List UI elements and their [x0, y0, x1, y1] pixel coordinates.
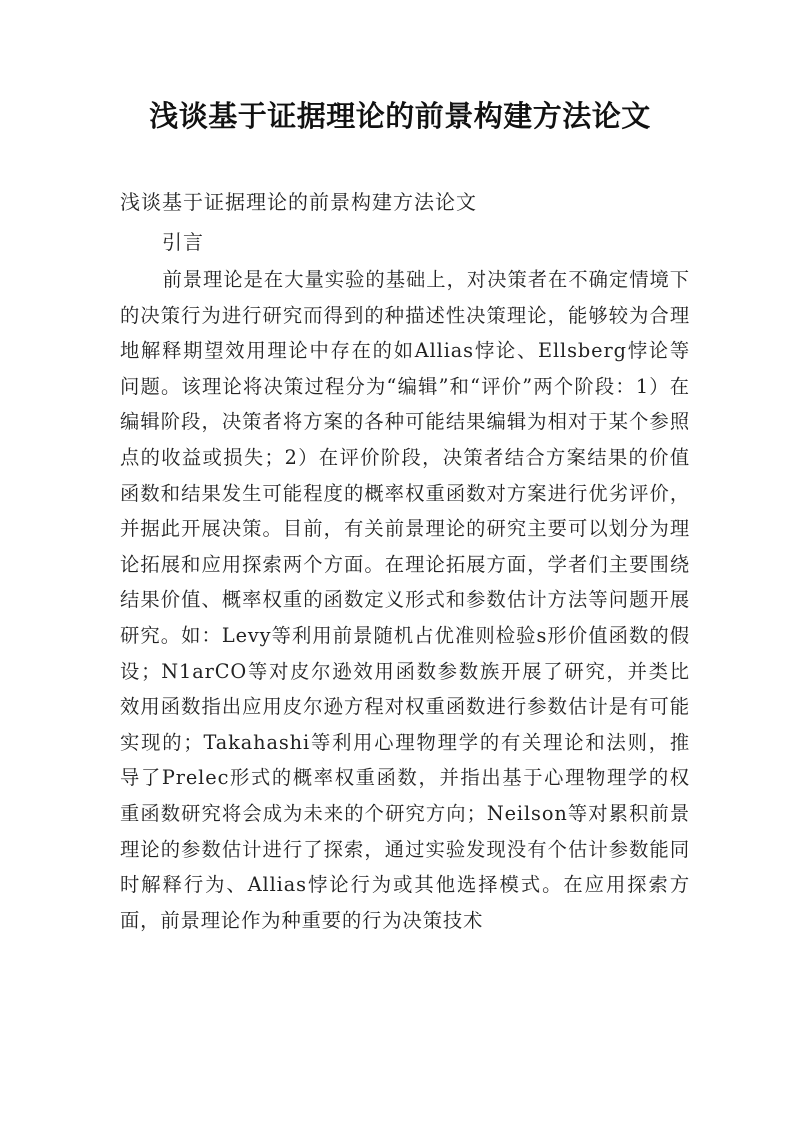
document-subtitle: 浅谈基于证据理论的前景构建方法论文 — [120, 190, 477, 214]
body-paragraph: 前景理论是在大量实验的基础上，对决策者在不确定情境下的决策行为进行研究而得到的种描述性决策理论，能够较为合理地解释期望效用理论中存在的如Allias悖论、Ellsberg悖论等问题。该理论将决策过程分为“编辑”和“评价”两个阶段：1）在编辑阶段，决策者将方案的各种可能结果编辑为相对于某个参照点的收益或损失；2）在评价阶段，决策者结合方案结果的价值函数和结果发生可能程度的概率权重函数对方案进行优劣评价，并据此开展决策。目前，有关前景理论的研究主要可以划分为理论拓展和应用探索两个方面。在理论拓展方面，学者们主要围绕结果价值、概率权重的函数定义形式和参数估计方法等问题开展研究。如：Levy等利用前景随机占优准则检验s形价值函数的假设；N1arCO等对皮尔逊效用函数参数族开展了研究，并类比效用函数指出应用皮尔逊方程对权重函数进行参数估计是有可能实现的；Takahashi等利用心理物理学的有关理论和法则，推导了Prelec形式的概率权重函数，并指出基于心理物理学的权重函数研究将会成为未来的个研究方向；Neilson等对累积前景理论的参数估计进行了探索，通过实验发现没有个估计参数能同时解释行为、Allias悖论行为或其他选择模式。在应用探索方面，前景理论作为种重要的行为决策技术 — [120, 268, 690, 932]
section-heading: 引言 — [162, 230, 204, 254]
document-title: 浅谈基于证据理论的前景构建方法论文 — [149, 99, 651, 133]
